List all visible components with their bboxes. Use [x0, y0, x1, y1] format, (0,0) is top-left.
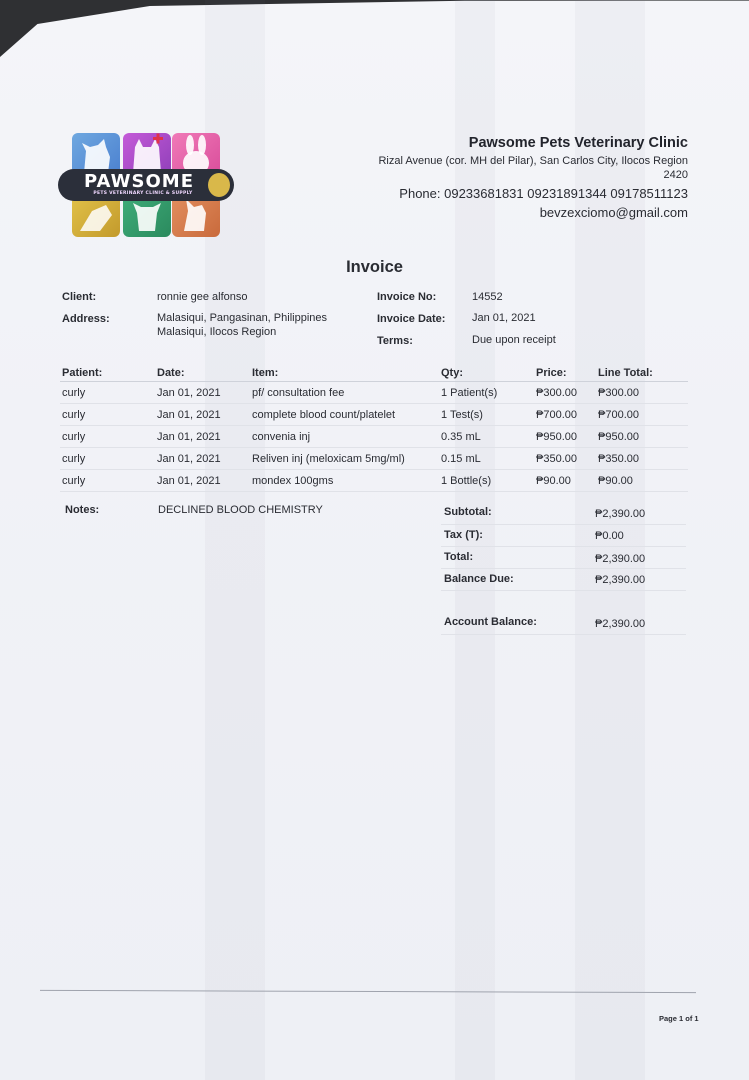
patient-cell: curly: [62, 475, 86, 487]
client-value: ronnie gee alfonso: [157, 291, 248, 303]
address-line1: Malasiqui, Pangasinan, Philippines: [157, 312, 327, 324]
notes-label: Notes:: [65, 504, 100, 516]
tax-value: ₱0.00: [595, 530, 624, 542]
terms-value: Due upon receipt: [472, 334, 556, 346]
line-total-cell: ₱300.00: [598, 387, 639, 399]
page-title: Invoice: [346, 258, 403, 276]
clinic-email: bevzexciomo@gmail.com: [539, 205, 688, 220]
patient-cell: curly: [62, 431, 86, 443]
balance-due-label: Balance Due:: [444, 573, 514, 585]
total-label: Total:: [444, 551, 474, 563]
table-row: [60, 382, 688, 404]
item-cell: convenia inj: [252, 431, 311, 443]
date-cell: Jan 01, 2021: [157, 431, 221, 443]
clinic-logo: [58, 131, 234, 239]
price-cell: ₱700.00: [536, 409, 577, 421]
logo-wordmark: PAWSOME: [84, 171, 194, 192]
balance-due-value: ₱2,390.00: [595, 574, 646, 586]
patient-cell: curly: [62, 387, 86, 399]
table-row: [60, 426, 688, 448]
price-cell: ₱350.00: [536, 453, 577, 465]
date-cell: Jan 01, 2021: [157, 409, 221, 421]
invoice-number-label: Invoice No:: [377, 291, 437, 303]
invoice-date-value: Jan 01, 2021: [472, 312, 536, 324]
clinic-header: [378, 135, 688, 220]
clinic-postal-code: 2420: [663, 169, 688, 181]
clinic-name: Pawsome Pets Veterinary Clinic: [468, 135, 688, 151]
line-total-cell: ₱90.00: [598, 475, 633, 487]
paw-icon: [206, 171, 232, 199]
item-cell: mondex 100gms: [252, 475, 334, 487]
line-total-cell: ₱700.00: [598, 409, 639, 421]
header-date: Date:: [157, 367, 185, 379]
invoice-date-label: Invoice Date:: [377, 313, 446, 325]
address-line2: Malasiqui, Ilocos Region: [157, 326, 277, 338]
total-value: ₱2,390.00: [595, 553, 646, 565]
table-row: [60, 470, 688, 492]
patient-cell: curly: [62, 409, 86, 421]
account-balance-label: Account Balance:: [444, 616, 537, 628]
clinic-address: Rizal Avenue (cor. MH del Pilar), San Carlos City, Ilocos Region: [378, 155, 688, 167]
subtotal-value: ₱2,390.00: [595, 508, 646, 520]
page-number: Page 1 of 1: [659, 1014, 699, 1023]
price-cell: ₱300.00: [536, 387, 577, 399]
header-line-total: Line Total:: [598, 367, 653, 379]
invoice-number-value: 14552: [472, 291, 503, 303]
header-qty: Qty:: [441, 367, 463, 379]
table-row: [60, 404, 688, 426]
qty-cell: 1 Bottle(s): [441, 475, 492, 487]
date-cell: Jan 01, 2021: [157, 387, 221, 399]
header-patient: Patient:: [62, 367, 103, 379]
line-total-cell: ₱950.00: [598, 431, 639, 443]
client-label: Client:: [62, 291, 97, 303]
logo-tagline: PETS VETERINARY CLINIC & SUPPLY: [93, 191, 193, 196]
qty-cell: 0.15 mL: [441, 453, 481, 465]
qty-cell: 1 Test(s): [441, 409, 483, 421]
item-cell: complete blood count/platelet: [252, 409, 396, 421]
price-cell: ₱950.00: [536, 431, 577, 443]
item-cell: Reliven inj (meloxicam 5mg/ml): [252, 453, 405, 465]
price-cell: ₱90.00: [536, 475, 571, 487]
address-label: Address:: [62, 313, 110, 325]
line-items-table: [60, 362, 688, 492]
table-row: [60, 448, 688, 470]
clinic-phone: Phone: 09233681831 09231891344 09178511123: [399, 186, 688, 201]
item-cell: pf/ consultation fee: [252, 387, 345, 399]
subtotal-label: Subtotal:: [444, 506, 492, 518]
header-price: Price:: [536, 367, 567, 379]
patient-cell: curly: [62, 453, 86, 465]
qty-cell: 1 Patient(s): [441, 387, 498, 399]
table-header: [60, 362, 688, 382]
line-total-cell: ₱350.00: [598, 453, 639, 465]
tax-label: Tax (T):: [444, 529, 483, 541]
date-cell: Jan 01, 2021: [157, 475, 221, 487]
notes-value: DECLINED BLOOD CHEMISTRY: [158, 504, 323, 516]
date-cell: Jan 01, 2021: [157, 453, 221, 465]
qty-cell: 0.35 mL: [441, 431, 481, 443]
account-balance-value: ₱2,390.00: [595, 618, 646, 630]
terms-label: Terms:: [377, 335, 413, 347]
header-item: Item:: [252, 367, 279, 379]
